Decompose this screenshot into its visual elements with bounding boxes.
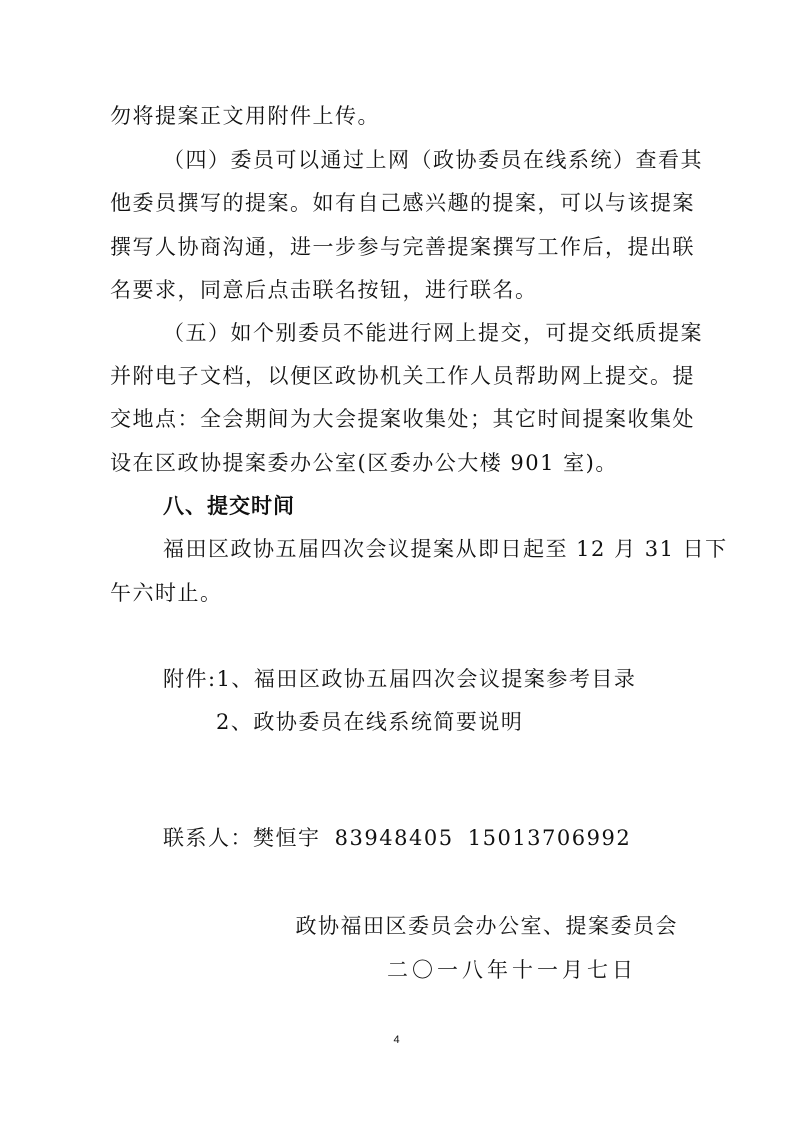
paragraph-line: （五）如个别委员不能进行网上提交，可提交纸质提案	[163, 321, 703, 345]
paragraph-line: 并附电子文档，以便区政协机关工作人员帮助网上提交。提	[110, 364, 695, 388]
paragraph-line: 交地点：全会期间为大会提案收集处；其它时间提案收集处	[110, 407, 695, 431]
paragraph-line: 名要求，同意后点击联名按钮，进行联名。	[110, 278, 538, 302]
paragraph-line: 他委员撰写的提案。如有自己感兴趣的提案，可以与该提案	[110, 191, 695, 215]
paragraph-line: 福田区政协五届四次会议提案从即日起至 12 月 31 日下	[163, 537, 728, 561]
attachment-line-1: 附件:1、福田区政协五届四次会议提案参考目录	[163, 667, 637, 691]
section-heading: 八、提交时间	[163, 494, 295, 518]
paragraph-line: 勿将提案正文用附件上传。	[110, 104, 380, 128]
paragraph-line: 设在区政协提案委办公室(区委办公大楼 901 室)。	[110, 451, 618, 475]
paragraph-line: （四）委员可以通过上网（政协委员在线系统）查看其	[163, 148, 703, 172]
paragraph-line: 撰写人协商沟通，进一步参与完善提案撰写工作后，提出联	[110, 235, 695, 259]
contact-line: 联系人：樊恒宇 83948405 15013706992	[163, 826, 632, 850]
signature-org: 政协福田区委员会办公室、提案委员会	[295, 914, 678, 938]
attachment-line-2: 2、政协委员在线系统简要说明	[216, 710, 524, 734]
signature-date: 二〇一八年十一月七日	[387, 958, 637, 982]
page-number: 4	[393, 1034, 400, 1046]
paragraph-line: 午六时止。	[110, 581, 223, 605]
